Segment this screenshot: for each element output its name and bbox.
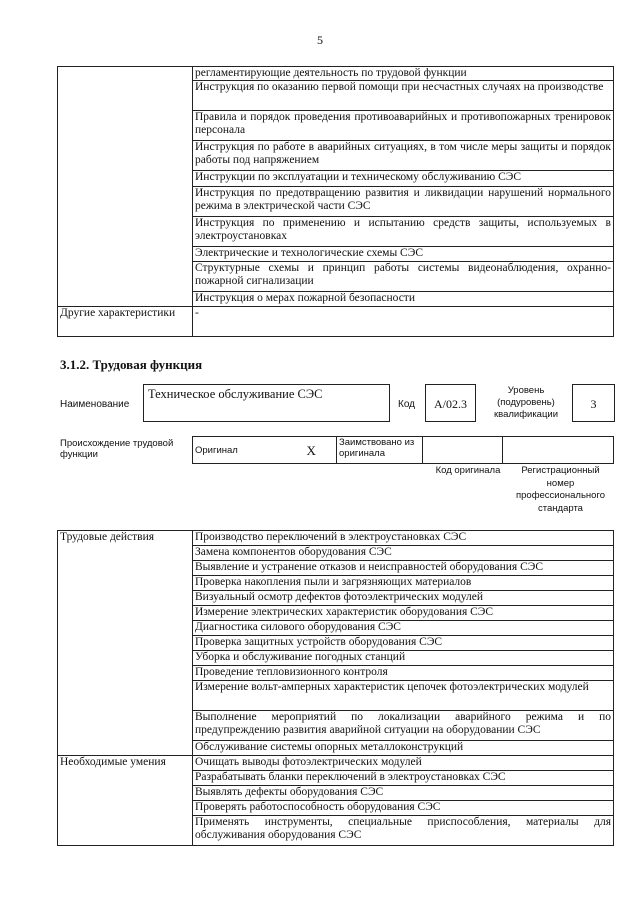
- code-box: [425, 384, 476, 422]
- code-label: Код: [398, 399, 416, 410]
- skills-label: Необходимые умения: [58, 756, 193, 846]
- level-box: [572, 384, 615, 422]
- table-row: [58, 67, 614, 81]
- table-cell: Проверка защитных устройств оборудования СЭС: [193, 636, 614, 651]
- level-value: 3: [590, 397, 597, 411]
- table-row: [58, 531, 614, 546]
- table-cell: регламентирующие деятельность по трудовой функции: [193, 67, 614, 81]
- table-cell: Разрабатывать бланки переключений в электроустановках СЭС: [193, 771, 614, 786]
- table-cell: Инструкция по работе в аварийных ситуациях, в том числе меры защиты и порядок работы под напряжением: [193, 141, 614, 171]
- table-cell: Проверять работоспособность оборудования СЭС: [193, 801, 614, 816]
- origin-table: [192, 436, 614, 464]
- table-cell: Электрические и технологические схемы СЭС: [193, 247, 614, 262]
- table-cell: Проверка накопления пыли и загрязняющих материалов: [193, 576, 614, 591]
- table-cell: Диагностика силового оборудования СЭС: [193, 621, 614, 636]
- name-label: Наименование: [60, 399, 130, 410]
- origin-label: Происхождение трудовой функции: [60, 438, 174, 460]
- table-cell: Выявление и устранение отказов и неисправностей оборудования СЭС: [193, 561, 614, 576]
- original-label: Оригинал: [193, 437, 287, 464]
- code-original-label: Код оригинала: [435, 465, 501, 476]
- table-cell: Инструкция о мерах пожарной безопасности: [193, 292, 614, 307]
- table-row: [58, 307, 614, 337]
- table-cell: Очищать выводы фотоэлектрических модулей: [193, 756, 614, 771]
- code-value: A/02.3: [434, 397, 467, 411]
- table-cell: Структурные схемы и принцип работы системы видеонаблюдения, охранно-пожарной сигнализации: [193, 262, 614, 292]
- table-cell: Инструкция по оказанию первой помощи при несчастных случаях на производстве: [193, 81, 614, 111]
- labor-function-table: [57, 530, 614, 846]
- table-cell: Производство переключений в электроустановках СЭС: [193, 531, 614, 546]
- section-title: 3.1.2. Трудовая функция: [60, 357, 203, 372]
- reg-number-cell: [503, 437, 614, 464]
- function-name-box: [143, 384, 390, 422]
- table-cell: Применять инструменты, специальные приспособления, материалы для обслуживания оборудования СЭС: [193, 816, 614, 846]
- table-cell: Правила и порядок проведения противоаварийных и противопожарных тренировок персонала: [193, 111, 614, 141]
- labor-actions-label: Трудовые действия: [58, 531, 193, 756]
- page-number: 5: [317, 33, 323, 47]
- table-cell: Проведение тепловизионного контроля: [193, 666, 614, 681]
- function-name-value: Техническое обслуживание СЭС: [148, 387, 323, 401]
- reg-number-label: Регистрационный номер профессионального стандарта: [516, 465, 605, 514]
- table-cell: Визуальный осмотр дефектов фотоэлектрических модулей: [193, 591, 614, 606]
- top-requirements-table: [57, 66, 614, 337]
- code-original-cell: [423, 437, 503, 464]
- table-cell: Выполнение мероприятий по локализации аварийного режима и по предупреждению развития аварийной ситуации на оборудовании СЭС: [193, 711, 614, 741]
- other-characteristics-value: -: [193, 307, 614, 337]
- table-cell: Выявлять дефекты оборудования СЭС: [193, 786, 614, 801]
- table-cell: Измерение электрических характеристик оборудования СЭС: [193, 606, 614, 621]
- table-cell: Инструкция по предотвращению развития и ликвидации нарушений нормального режима в электрической части СЭС: [193, 187, 614, 217]
- borrowed-label: Заимствовано из оригинала: [337, 437, 423, 464]
- table-cell: Уборка и обслуживание погодных станций: [193, 651, 614, 666]
- table-cell: Измерение вольт-амперных характеристик цепочек фотоэлектрических модулей: [193, 681, 614, 711]
- other-characteristics-label: Другие характеристики: [58, 307, 193, 337]
- original-mark: X: [287, 437, 337, 464]
- table-cell: Обслуживание системы опорных металлоконструкций: [193, 741, 614, 756]
- table-cell: Замена компонентов оборудования СЭС: [193, 546, 614, 561]
- table-row: [193, 437, 614, 464]
- level-label: Уровень (подуровень) квалификации: [493, 385, 559, 420]
- table-cell: Инструкция по применению и испытанию средств защиты, используемых в электроустановках: [193, 217, 614, 247]
- top-table-label-cell: [58, 67, 193, 307]
- table-cell: Инструкции по эксплуатации и техническому обслуживанию СЭС: [193, 171, 614, 187]
- table-row: [58, 756, 614, 771]
